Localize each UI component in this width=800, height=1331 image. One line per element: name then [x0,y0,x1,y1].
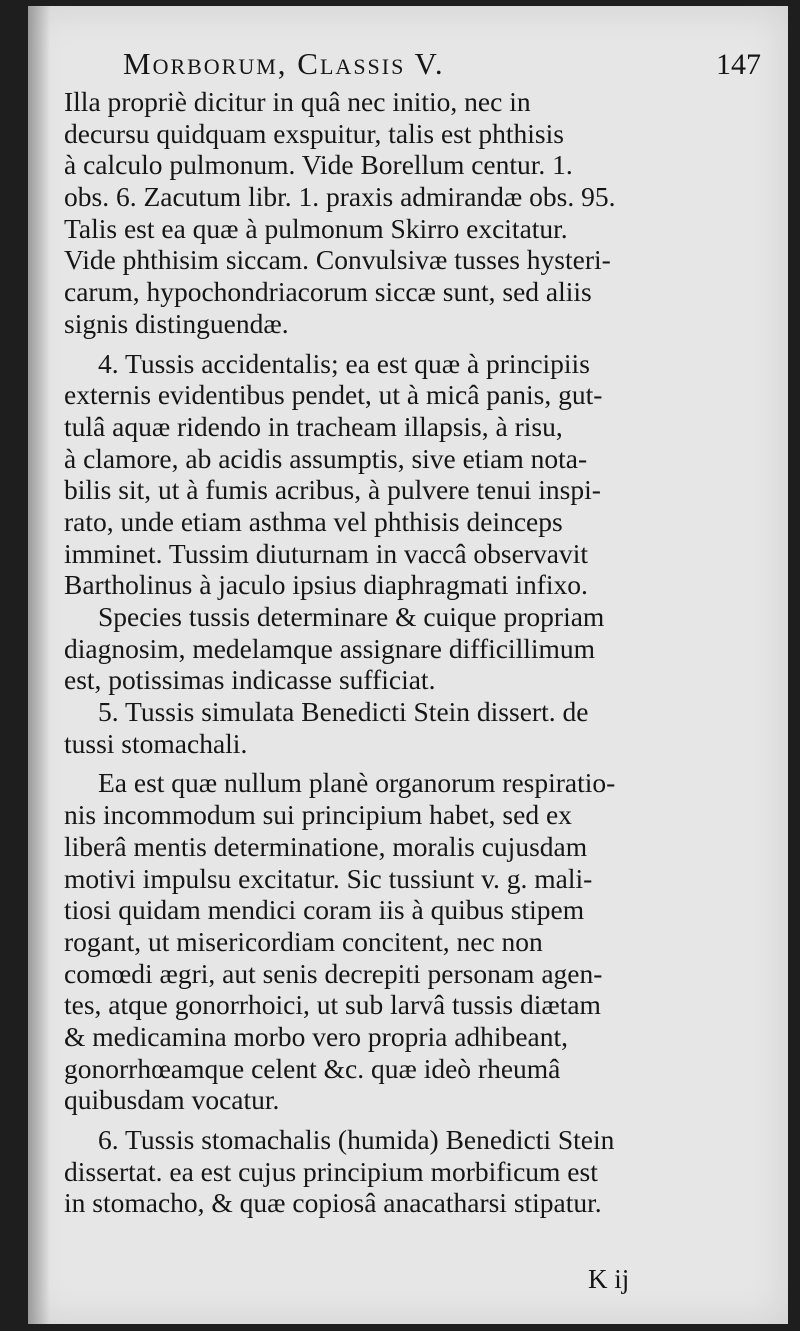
page-header [123,46,773,90]
text-line: tes, atque gonorrhoici, ut sub larvâ tussis diætam [64,989,601,1021]
text-line: tulâ aquæ ridendo in tracheam illapsis, à risu, [64,410,563,442]
text-line: carum, hypochondriacorum siccæ sunt, sed aliis [64,276,592,308]
text-line: decursu quidquam exspuitur, talis est phthisis [64,117,564,149]
text-line: liberâ mentis determinatione, moralis cujusdam [64,830,588,862]
body-text [64,86,754,1219]
text-line: Vide phthisim siccam. Convulsivæ tusses hysteri- [64,244,611,276]
text-line: 6. Tussis stomachalis (humida) Benedicti Stein [98,1124,615,1155]
text-line: Talis est ea quæ à pulmonum Skirro excitatur. [64,212,568,244]
text-line: in stomacho, & quæ copiosâ anacatharsi stipatur. [64,1187,602,1219]
signature-mark: K ij [588,1264,630,1294]
text-line: obs. 6. Zacutum libr. 1. praxis admirandæ obs. 95. [64,181,616,213]
text-line: diagnosim, medelamque assignare difficillimum [64,632,596,664]
text-line: imminet. Tussim diuturnam in vaccâ observavit [64,537,588,569]
text-line: nis incommodum sui principium habet, sed ex [64,799,572,831]
text-line: bilis sit, ut à fumis acribus, à pulvere tenui inspi- [64,474,601,506]
text-line: gonorrhœamque celent &c. quæ ideò rheumâ [64,1052,561,1084]
text-line: à calculo pulmonum. Vide Borellum centur. 1. [64,149,573,181]
text-line: rogant, ut misericordiam concitent, nec non [64,925,543,957]
text-line: tussi stomachali. [64,727,248,759]
page-number: 147 [716,48,761,81]
gutter-shadow [28,6,50,1324]
running-title: Morborum, Classis V. [123,46,445,81]
text-line: 4. Tussis accidentalis; ea est quæ à principiis [98,347,590,379]
text-line: est, potissimas indicasse sufficiat. [64,664,436,696]
book-page [28,6,788,1324]
text-line: externis evidentibus pendet, ut à micâ panis, gut- [64,379,603,411]
text-line: 5. Tussis simulata Benedicti Stein dissert. de [98,696,589,728]
text-line: tiosi quidam mendici coram iis à quibus stipem [64,894,585,926]
text-line: signis distinguendæ. [64,307,289,339]
text-line: Species tussis determinare & cuique propriam [98,601,605,632]
text-line: motivi impulsu excitatur. Sic tussiunt v. g. mali- [64,862,593,894]
text-line: Ea est quæ nullum planè organorum respiratio- [98,767,616,799]
text-line: comœdi ægri, aut senis decrepiti personam agen- [64,957,603,989]
text-line: à clamore, ab acidis assumptis, sive etiam nota- [64,442,588,474]
text-line: quibusdam vocatur. [64,1084,280,1116]
text-line: Bartholinus à jaculo ipsius diaphragmati infixo. [64,569,588,601]
text-line: dissertat. ea est cujus principium morbificum est [64,1155,598,1187]
text-line: rato, unde etiam asthma vel phthisis deinceps [64,505,563,537]
text-line: & medicamina morbo vero propria adhibeant, [64,1020,568,1052]
text-line: Illa propriè dicitur in quâ nec initio, nec in [64,86,531,117]
